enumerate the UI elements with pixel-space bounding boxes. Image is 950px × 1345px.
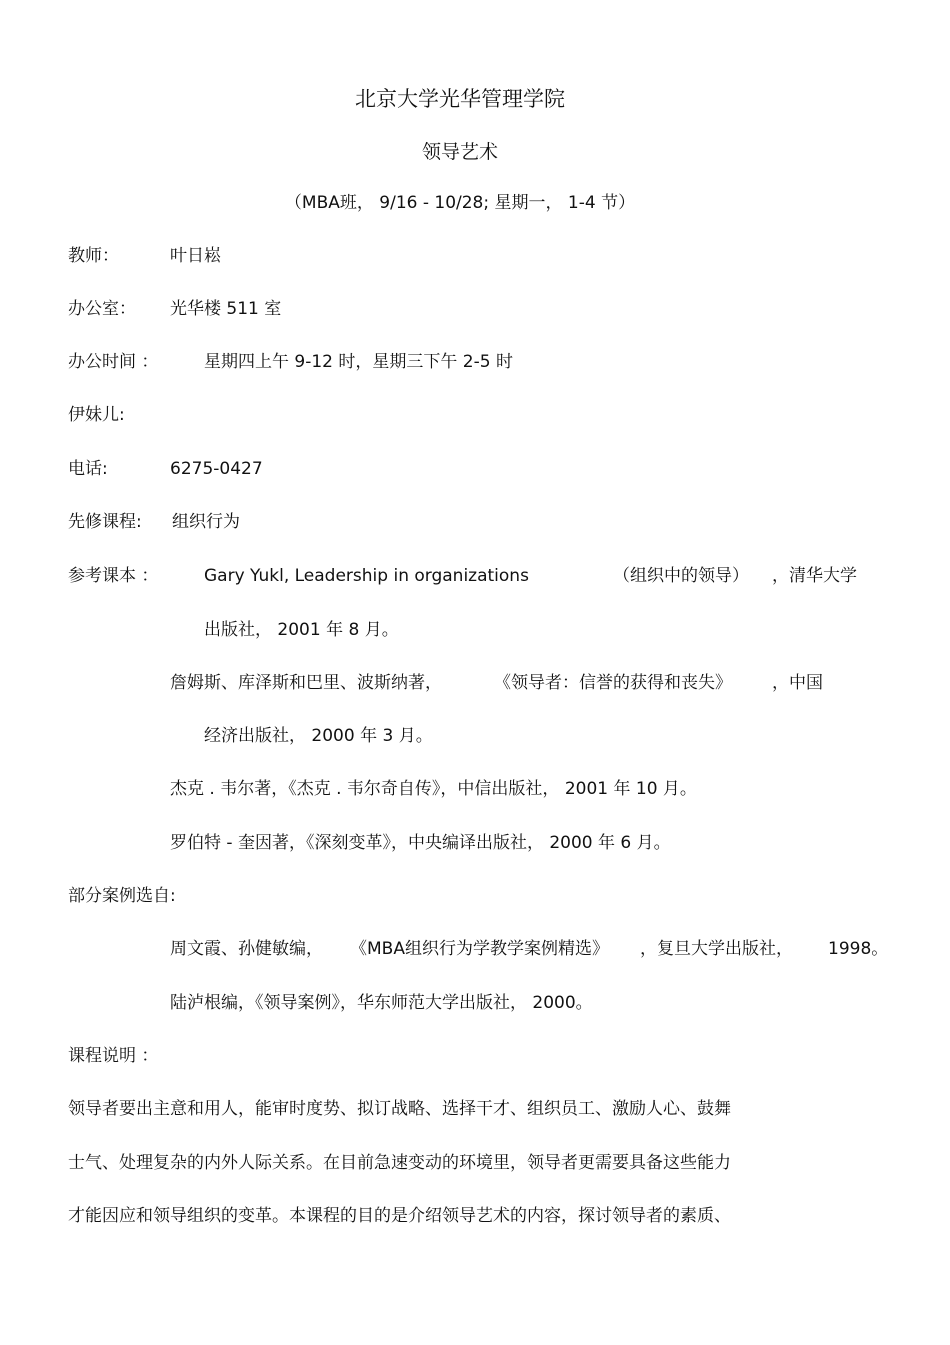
prerequisite-value: 组织行为 xyxy=(172,512,240,532)
textbook-1-publisher-a: ，清华大学 xyxy=(772,566,857,586)
textbook-2-publisher-a: ，中国 xyxy=(772,673,823,693)
office-label: 办公室： xyxy=(68,299,136,319)
case-1-title: 《MBA组织行为学教学案例精选》 xyxy=(350,939,609,959)
office-hours-value: 星期四上午 9-12 时，星期三下午 2-5 时 xyxy=(204,352,513,372)
phone-label: 电话: xyxy=(68,459,108,479)
teacher-label: 教师： xyxy=(68,246,119,266)
case-1-editors: 周文霞、孙健敏编， xyxy=(170,939,323,959)
school-title: 北京大学光华管理学院 xyxy=(355,87,565,111)
course-schedule-info: （MBA班， 9/16 - 10/28; 星期一， 1-4 节） xyxy=(284,193,636,213)
phone-value: 6275-0427 xyxy=(170,459,263,479)
textbook-3: 杰克 . 韦尔著，《杰克 . 韦尔奇自传》，中信出版社， 2001 年 10 月。 xyxy=(170,779,697,799)
description-line-3: 才能因应和领导组织的变革。本课程的目的是介绍领导艺术的内容，探讨领导者的素质、 xyxy=(68,1206,731,1226)
case-2: 陆泸根编，《领导案例》，华东师范大学出版社， 2000。 xyxy=(170,993,593,1013)
description-line-2: 士气、处理复杂的内外人际关系。在目前急速变动的环境里，领导者更需要具备这些能力 xyxy=(68,1153,731,1173)
office-hours-label: 办公时间 ： xyxy=(68,352,159,372)
description-line-1: 领导者要出主意和用人，能审时度势、拟订战略、选择干才、组织员工、激励人心、鼓舞 xyxy=(68,1099,731,1119)
textbook-1-title: Gary Yukl, Leadership in organizations xyxy=(204,566,529,586)
course-title: 领导艺术 xyxy=(421,141,498,163)
textbook-4: 罗伯特 - 奎因著，《深刻变革》，中央编译出版社， 2000 年 6 月。 xyxy=(170,833,671,853)
cases-label: 部分案例选自: xyxy=(68,886,176,906)
textbook-2-title: 《领导者：信誉的获得和丧失》 xyxy=(494,673,732,693)
textbook-1-chinese-title: （组织中的领导） xyxy=(613,566,749,586)
office-value: 光华楼 511 室 xyxy=(170,299,282,319)
case-1-publisher: ，复旦大学出版社， xyxy=(640,939,793,959)
textbook-2-publisher-b: 经济出版社， 2000 年 3 月。 xyxy=(204,726,433,746)
description-label: 课程说明 ： xyxy=(68,1046,159,1066)
teacher-value: 叶日崧 xyxy=(170,246,221,266)
textbook-label: 参考课本 ： xyxy=(68,566,159,586)
textbook-2-authors: 詹姆斯、库泽斯和巴里、波斯纳著， xyxy=(170,673,442,693)
textbook-1-publisher-b: 出版社， 2001 年 8 月。 xyxy=(204,620,399,640)
prerequisite-label: 先修课程: xyxy=(68,512,142,532)
email-label: 伊妹儿: xyxy=(68,405,125,425)
case-1-year: 1998。 xyxy=(828,939,889,959)
